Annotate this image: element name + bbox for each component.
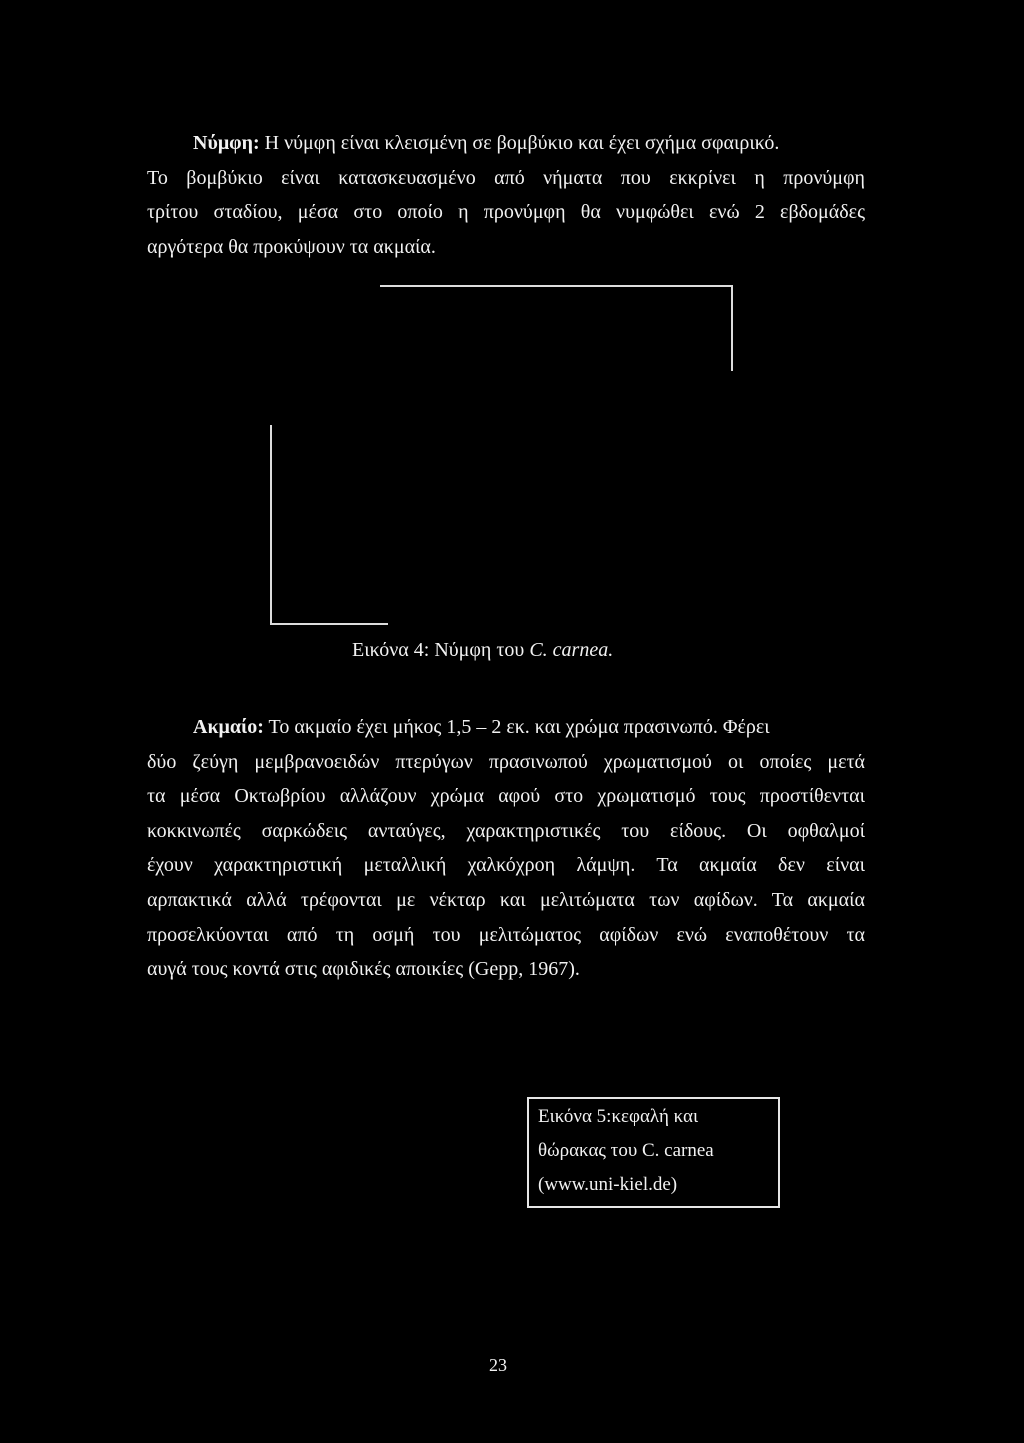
figure4-frame-top [380,285,732,287]
figure5-caption-line-2: θώρακας του C. carnea [538,1140,714,1161]
figure5-caption-line-3: (www.uni-kiel.de) [538,1174,678,1195]
figure5-caption-line-1: Εικόνα 5:κεφαλή και [538,1106,699,1127]
nymph-label: Νύμφη: [193,132,260,154]
figure4-caption: Εικόνα 4: Νύμφη του C. carnea. [352,639,614,661]
figure4-frame-left [270,425,272,624]
adult-line-8: αυγά τους κοντά στις αφιδικές αποικίες (Gepp, 1967). [147,958,580,981]
adult-line-5: έχουν χαρακτηριστική μεταλλική χαλκόχροη λάμψη. Τα ακμαία δεν είναι [147,854,865,877]
figure5-caption-box [527,1097,780,1208]
adult-line-1: Ακμαίο: Το ακμαίο έχει μήκος 1,5 – 2 εκ. και χρώμα πρασινωπό. Φέρει [193,716,770,738]
adult-line-3: τα μέσα Οκτωβρίου αλλάζουν χρώμα αφού στο χρωματισμό τους προστίθενται [147,785,865,808]
page-number: 23 [489,1355,507,1375]
figure4-species-name: C. carnea. [529,639,614,661]
nymph-line-4: αργότερα θα προκύψουν τα ακμαία. [147,235,436,258]
nymph-line-2: Το βομβύκιο είναι κατασκευασμένο από νήματα που εκκρίνει η προνύμφη [147,166,865,189]
nymph-paragraph [147,126,865,264]
figure4-frame-right [731,285,733,371]
adult-line-4: κοκκινωπές σαρκώδεις ανταύγες, χαρακτηριστικές του είδους. Οι οφθαλμοί [147,819,865,842]
adult-label: Ακμαίο: [193,716,264,738]
nymph-line-3: τρίτου σταδίου, μέσα στο οποίο η προνύμφη θα νυμφώθει ενώ 2 εβδομάδες [147,201,865,224]
adult-paragraph [147,710,865,987]
adult-line-2: δύο ζεύγη μεμβρανοειδών πτερύγων πρασινωπού χρωματισμού οι οποίες μετά [147,750,865,773]
figure4-frame-bottom [270,623,388,625]
nymph-line-1: Νύμφη: Η νύμφη είναι κλεισμένη σε βομβύκιο και έχει σχήμα σφαιρικό. [193,132,780,154]
adult-line-7: προσελκύονται από τη οσμή του μελιτώματος αφίδων ενώ εναποθέτουν τα [147,923,865,946]
adult-line-6: αρπακτικά αλλά τρέφονται με νέκταρ και μελιτώματα των αφίδων. Τα ακμαία [147,888,865,911]
